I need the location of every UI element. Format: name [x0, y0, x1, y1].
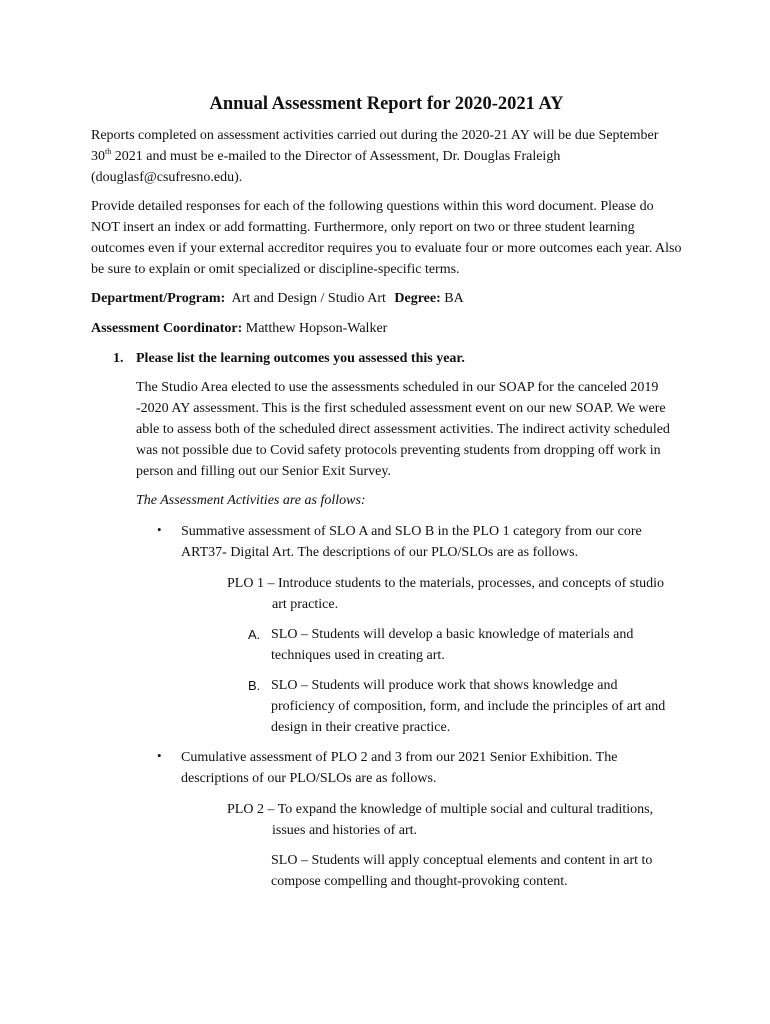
degree-value: BA [444, 291, 464, 306]
coordinator-label: Assessment Coordinator: [91, 321, 243, 336]
bullet-text: Cumulative assessment of PLO 2 and 3 from our 2021 Senior Exhibition. The descriptions of our PLO/SLOs are as follows. [181, 750, 618, 786]
department-degree-line [91, 288, 682, 309]
assessment-activities-heading: The Assessment Activities are as follows: [136, 493, 366, 508]
slo-text: SLO – Students will produce work that shows knowledge and proficiency of composition, form, and include the principles of art and design in their creative practice. [271, 678, 666, 735]
bullet-icon: • [157, 748, 162, 763]
plo-1-description: PLO 1 – Introduce students to the materials, processes, and concepts of studio art practice. [227, 576, 665, 612]
slo-letter: B. [248, 678, 261, 693]
intro-paragraph-instructions: Provide detailed responses for each of the following questions within this word document. Please do NOT insert an index or add formatting. Furthermore, only report on two or three student learning outcomes even if your external accreditor requires you to evaluate four or more outcomes each year. Also be sure to explain or omit specialized or discipline-specific terms. [91, 199, 682, 277]
coordinator-value: Matthew Hopson-Walker [245, 321, 388, 336]
question-text: Please list the learning outcomes you assessed this year. [136, 351, 465, 366]
bullet-text: Summative assessment of SLO A and SLO B in the PLO 1 category from our core ART37- Digital Art. The descriptions of our PLO/SLOs are as follows. [181, 524, 642, 560]
intro-paragraph-due-date: Reports completed on assessment activities carried out during the 2020-21 AY will be due September 30th 2021 and must be e-mailed to the Director of Assessment, Dr. Douglas Fraleigh (douglasf@csufresno.edu). [91, 128, 659, 185]
slo-a [248, 624, 682, 666]
degree-label: Degree: [394, 291, 441, 306]
question-1-answer: The Studio Area elected to use the assessments scheduled in our SOAP for the canceled 2019 -2020 AY assessment. This is the first scheduled assessment event on our new SOAP. We were able to assess both of the scheduled direct assessment activities. The indirect activity scheduled was not possible due to Covid safety protocols preventing students from dropping off work in person and filling out our Senior Exit Survey. [136, 380, 670, 479]
bullet-icon: • [157, 522, 162, 537]
slo-text: SLO – Students will develop a basic knowledge of materials and techniques used in creating art. [271, 627, 634, 663]
plo-2-slo: SLO – Students will apply conceptual elements and content in art to compose compelling and thought-provoking content. [271, 853, 653, 889]
question-number: 1. [113, 351, 124, 366]
department-label: Department/Program: [91, 291, 226, 306]
coordinator-line [91, 318, 682, 339]
bullet-item-cumulative [157, 747, 682, 789]
plo-2-description: PLO 2 – To expand the knowledge of multiple social and cultural traditions, issues and histories of art. [227, 802, 654, 838]
bullet-item-summative [157, 521, 682, 563]
report-title: Annual Assessment Report for 2020-2021 AY [209, 94, 564, 114]
slo-letter: A. [248, 627, 261, 642]
question-1 [113, 348, 682, 369]
slo-b [248, 675, 682, 738]
department-value: Art and Design / Studio Art [231, 291, 386, 306]
